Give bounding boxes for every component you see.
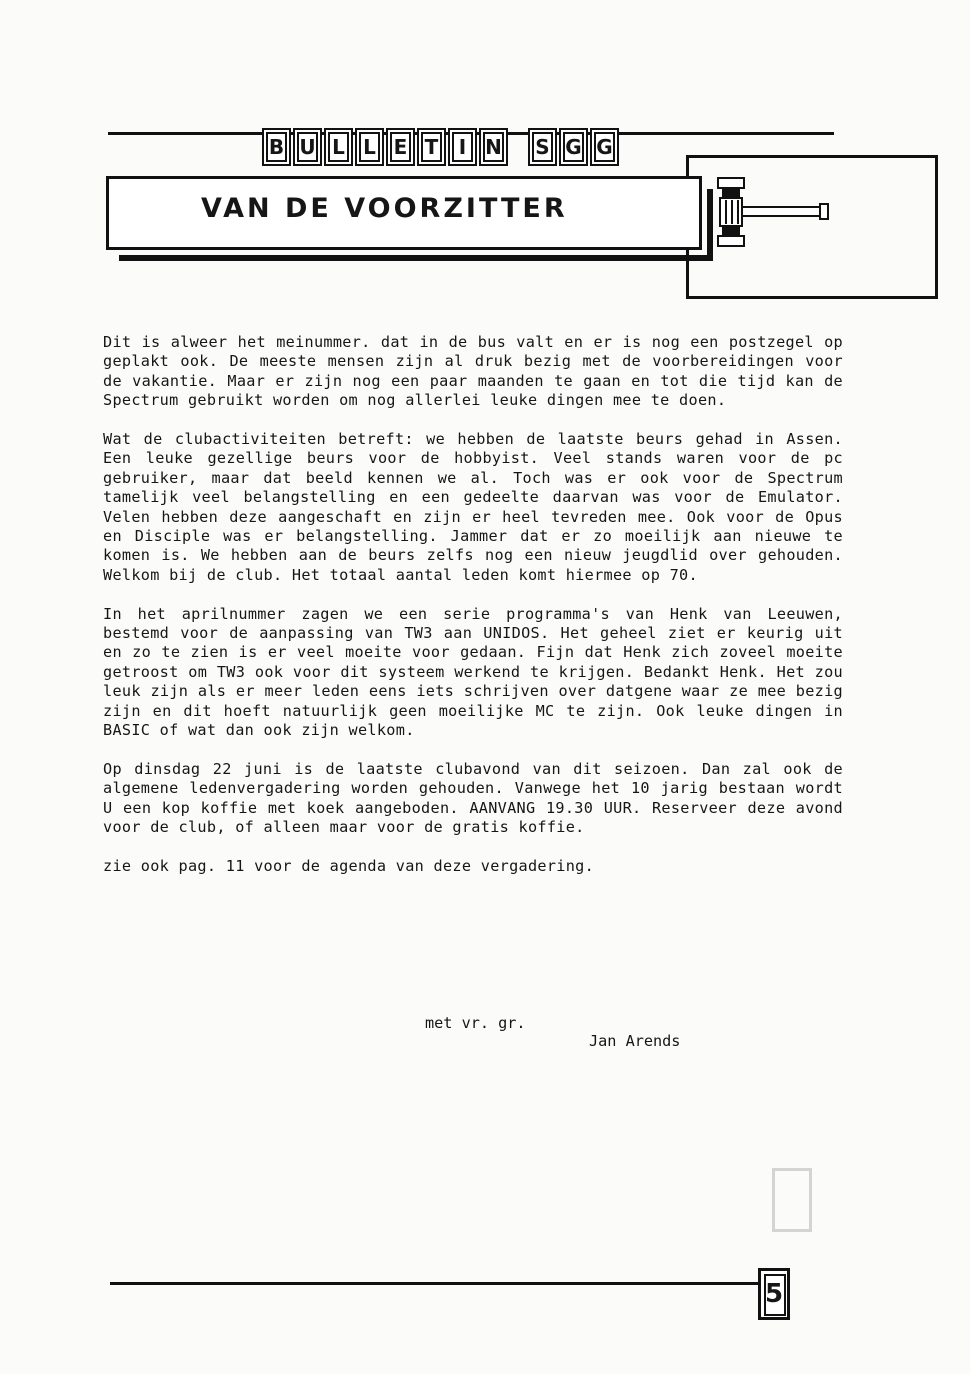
- masthead-letter: I: [448, 128, 477, 166]
- article-body: [103, 333, 843, 896]
- masthead-letter: E: [386, 128, 415, 166]
- org-letter: G: [590, 128, 619, 166]
- paragraph: Op dinsdag 22 juni is de laatste clubavond van dit seizoen. Dan zal ook de algemene ledenvergadering worden gehouden. Vanwege het 10 jarig bestaan wordt U een kop koffie met koek aangeboden. AANVANG 19.30 UUR. Reserveer deze avond voor de club, of alleen maar voor de gratis koffie.: [103, 759, 843, 837]
- paragraph: Wat de clubactiviteiten betreft: we hebben de laatste beurs gehad in Assen. Een leuke gezellige beurs voor de hobbyist. Veel stands waren voor de pc gebruiker, maar dat beeld kennen we al. Toch was er ook voor de Spectrum tamelijk veel belangstelling en een gedeelte daarvan was voor de Emulator. Velen hebben deze aangeschaft en zijn er heel tevreden mee. Ook voor de Opus en Disciple was er belangstelling. Jammer dat er zo moeilijk aan nieuwe te komen is. We hebben aan de beurs zelfs nog een nieuw jeugdlid over gehouden. Welkom bij de club. Het totaal aantal leden komt hiermee op 70.: [103, 430, 843, 584]
- masthead-letter: U: [293, 128, 322, 166]
- footer-rule: [110, 1282, 760, 1285]
- page-number: 5: [758, 1268, 790, 1320]
- masthead-letter: T: [417, 128, 446, 166]
- paragraph: In het aprilnummer zagen we een serie programma's van Henk van Leeuwen, bestemd voor de aanpassing van TW3 aan UNIDOS. Het geheel ziet er keurig uit en zo te zien is er veel moeite voor gedaan. Fijn dat Henk zich zoveel moeite getroost om TW3 ook voor dit systeem werkend te krijgen. Bedankt Henk. Het zou leuk zijn als er meer leden eens iets schrijven over datgene waar ze mee bezig zijn en dit hoeft natuurlijk geen moeilijke MC te zijn. Ook leuke dingen in BASIC of wat dan ook zijn welkom.: [103, 604, 843, 740]
- bleed-through-tile: [772, 1168, 812, 1232]
- signoff-greeting: met vr. gr.: [425, 1014, 526, 1032]
- section-title-box: [106, 176, 702, 250]
- masthead-letter: L: [355, 128, 384, 166]
- bulletin-masthead: [262, 128, 619, 166]
- org-letter: S: [528, 128, 557, 166]
- gavel-icon: [712, 176, 832, 252]
- paragraph: Dit is alweer het meinummer. dat in de bus valt en er is nog een postzegel op geplakt ook. De meeste mensen zijn al druk bezig met de voorbereidingen voor de vakantie. Maar er zijn nog een paar maanden te gaan en tot die tijd kan de Spectrum gebruikt worden om nog allerlei leuke dingen mee te doen.: [103, 333, 843, 410]
- signoff-name: Jan Arends: [589, 1032, 681, 1050]
- org-letter: G: [559, 128, 588, 166]
- masthead-letter: B: [262, 128, 291, 166]
- masthead-letter: L: [324, 128, 353, 166]
- paragraph: zie ook pag. 11 voor de agenda van deze vergadering.: [103, 856, 595, 875]
- masthead-letter: N: [479, 128, 508, 166]
- section-title: VAN DE VOORZITTER: [201, 193, 568, 224]
